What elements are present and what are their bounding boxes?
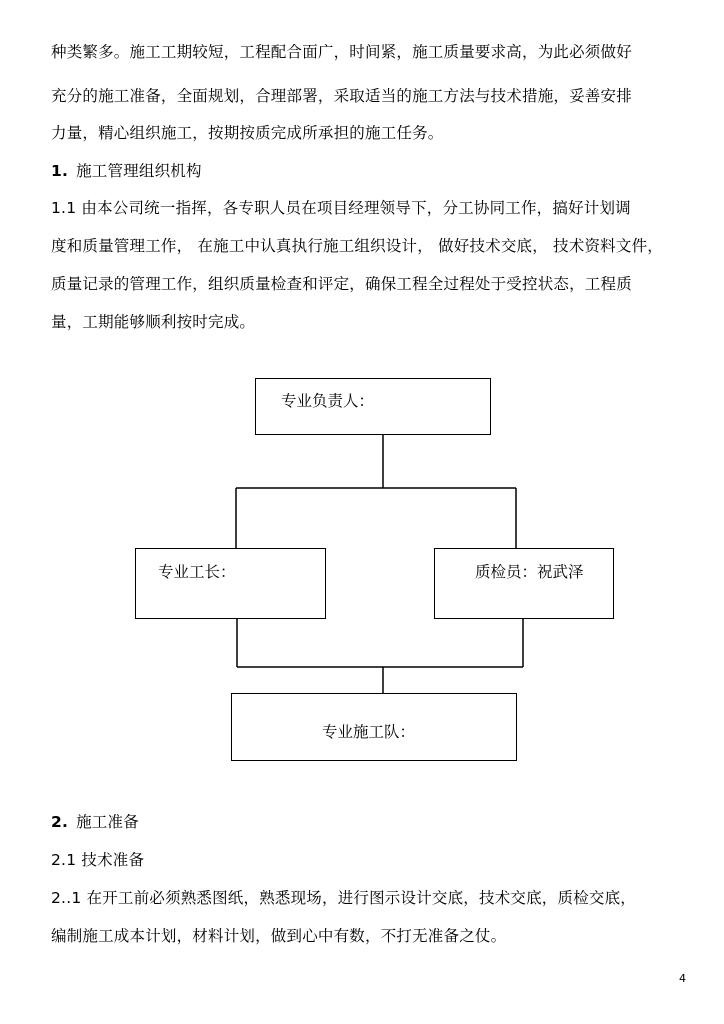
page-number: 4	[679, 972, 686, 985]
org-box-left	[135, 548, 326, 619]
org-box-left-label: 专业工长：	[158, 563, 236, 581]
section-2-heading	[51, 812, 139, 832]
section-2-number: 2.	[51, 813, 69, 831]
section-2-title: 施工准备	[76, 813, 139, 831]
org-box-bottom	[231, 693, 517, 761]
para-1-1-line-1: 1.1 由本公司统一指挥，各专职人员在项目经理领导下，分工协同工作，搞好计划调	[51, 199, 631, 217]
org-box-bottom-label: 专业施工队：	[322, 723, 416, 741]
intro-line-2: 充分的施工准备，全面规划，合理部署，采取适当的施工方法与技术措施，妥善安排	[51, 87, 632, 105]
org-box-top	[255, 378, 491, 435]
intro-line-1: 种类繁多。施工工期较短，工程配合面广，时间紧，施工质量要求高，为此必须做好	[51, 43, 632, 61]
para-1-1-line-3: 质量记录的管理工作，组织质量检查和评定，确保工程全过程处于受控状态，工程质	[51, 275, 632, 293]
subsection-2-1-title: 2.1 技术准备	[51, 851, 145, 869]
section-1-title: 施工管理组织机构	[76, 162, 202, 180]
para-1-1-line-2: 度和质量管理工作， 在施工中认真执行施工组织设计， 做好技术交底， 技术资料文件，	[51, 237, 663, 255]
org-box-right-label: 质检员：祝武泽	[475, 563, 584, 581]
org-box-right	[434, 548, 614, 619]
intro-line-3: 力量，精心组织施工，按期按质完成所承担的施工任务。	[51, 124, 444, 142]
para-2-1-line-2: 编制施工成本计划，材料计划，做到心中有数，不打无准备之仗。	[51, 927, 507, 945]
section-1-number: 1.	[51, 162, 69, 180]
para-1-1-line-4: 量，工期能够顺利按时完成。	[51, 313, 256, 331]
para-2-1-line-1: 2..1 在开工前必须熟悉图纸，熟悉现场，进行图示设计交底，技术交底，质检交底，	[51, 889, 637, 907]
org-box-top-label: 专业负责人：	[281, 392, 375, 410]
